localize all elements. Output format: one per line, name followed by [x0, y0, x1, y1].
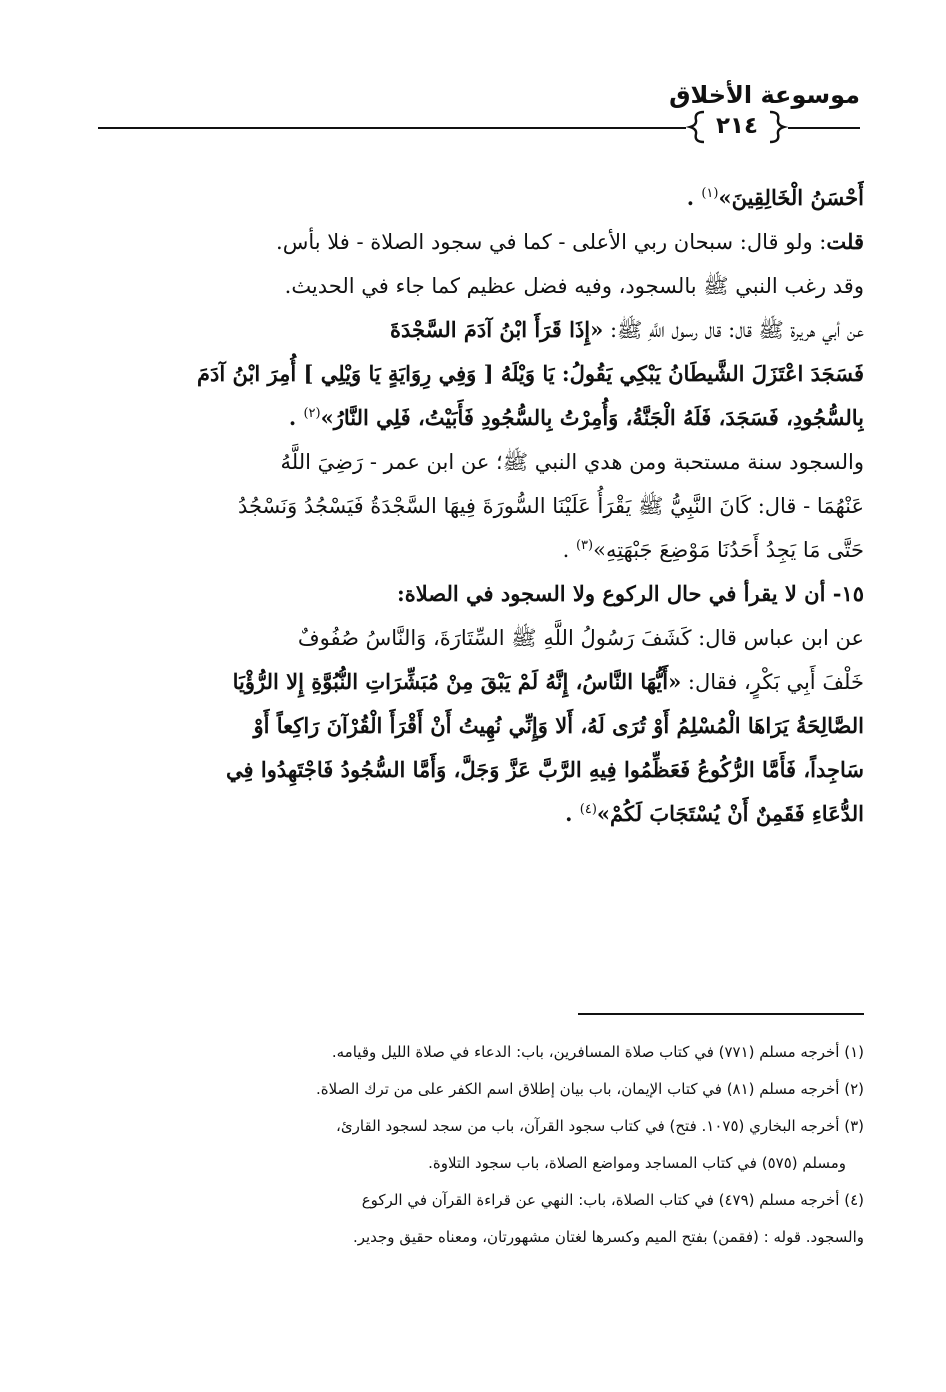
line-tail: . — [686, 185, 695, 210]
hadith-text: فَسَجَدَ اعْتَزَلَ الشَّيطَانُ يَبْكِي يَقُولُ: يَا وَيْلَهُ [ وَفِي رِوَايَةٍ يَا وَيْلِي ] أُمِرَ ابْنُ آدَمَ — [197, 361, 864, 386]
book-title: موسوعة الأخلاق — [669, 81, 860, 109]
footnotes — [98, 1034, 864, 1256]
section-heading — [98, 572, 864, 616]
hadith-text: بِالسُّجُودِ، فَسَجَدَ، فَلَهُ الْجَنَّةُ، وَأُمِرْتُ بِالسُّجُودِ فَأَبَيْتُ، فَلِي النَّارُ» — [320, 405, 864, 430]
text-line — [98, 792, 864, 836]
quote-text: أَحْسَنُ الْخَالِقِينَ» — [718, 185, 864, 210]
header-rule-left — [98, 127, 686, 129]
text-line — [98, 352, 864, 396]
text-line — [98, 220, 864, 264]
hadith-text: «إِذَا قَرَأَ ابْنُ آدَمَ السَّجْدَةَ — [390, 317, 604, 342]
hadith-text: الصَّالِحَةُ يَرَاهَا الْمُسْلِمُ أَوْ تُرَى لَهُ، أَلا وَإِنِّي نُهِيتُ أَنْ أَقْرَأَ الْقُرْآنَ رَاكِعاً أَوْ — [253, 713, 864, 738]
line-text: والسجود سنة مستحبة ومن هدي النبي ﷺ؛ عن ابن عمر - رَضِيَ اللَّهُ — [280, 450, 864, 474]
text-line — [98, 484, 864, 528]
footnote-ref: (٤) — [579, 802, 597, 817]
line-text: : ولو قال: سبحان ربي الأعلى - كما في سجود الصلاة - فلا بأس. — [276, 230, 827, 254]
footnote-continuation: والسجود. قوله : (فقمن) بفتح الميم وكسرها لغتان مشهورتان، ومعناه حقيق وجدير. — [352, 1228, 864, 1246]
text-line — [98, 528, 864, 572]
heading-text: ١٥- أن لا يقرأ في حال الركوع ولا السجود في الصلاة: — [397, 581, 864, 606]
footnote-ref: (٢) — [303, 406, 321, 421]
line-text: حَتَّى مَا يَجِدُ أَحَدُنَا مَوْضِعَ جَبْهَتِهِ» — [593, 538, 864, 562]
footnote: (٣) أخرجه البخاري (١٠٧٥. فتح) في كتاب سجود القرآن، باب من سجد لسجود القارئ، — [336, 1117, 864, 1135]
page-header — [98, 72, 860, 152]
text-line — [98, 748, 864, 792]
lead-word: قلت — [826, 229, 864, 254]
main-text — [98, 176, 864, 836]
footnote-separator — [578, 1013, 864, 1015]
line-lead: خَلْفَ أَبِي بَكْرٍ، فقال: — [681, 670, 864, 694]
line-text: عن ابن عباس قال: كَشَفَ رَسُولُ اللَّهِ ﷺ السِّتَارَةَ، وَالنَّاسُ صُفُوفٌ — [297, 626, 864, 650]
footnote: (١) أخرجه مسلم (٧٧١) في كتاب صلاة المسافرين، باب: الدعاء في صلاة الليل وقيامه. — [331, 1043, 864, 1061]
line-tail: . — [565, 801, 573, 826]
footnote-continuation: ومسلم (٥٧٥) في كتاب المساجد ومواضع الصلاة، باب سجود التلاوة. — [428, 1154, 846, 1172]
text-line — [98, 264, 864, 308]
line-text: عَنْهُمَا - قال: كَانَ النَّبِيُّ ﷺ يَقْرَأُ عَلَيْنَا السُّورَةَ فِيهَا السَّجْدَةُ فَيَسْجُدُ وَنَسْجُدُ — [237, 494, 864, 518]
text-line — [98, 396, 864, 440]
header-rule-right — [788, 127, 860, 129]
footnote: (٢) أخرجه مسلم (٨١) في كتاب الإيمان، باب بيان إطلاق اسم الكفر على من ترك الصلاة. — [315, 1080, 864, 1098]
page-number: ٢١٤ — [715, 113, 759, 139]
hadith-text: سَاجِداً، فَأَمَّا الرُّكُوعُ فَعَظِّمُوا فِيهِ الرَّبَّ عَزَّ وَجَلَّ، وَأَمَّا السُّجُودُ فَاجْتَهِدُوا فِي — [226, 757, 864, 782]
hadith-text: الدُّعَاءِ فَقَمِنٌ أَنْ يُسْتَجَابَ لَكُمْ» — [596, 801, 864, 826]
line-tail: . — [288, 405, 297, 430]
footnote-ref: (٣) — [575, 538, 594, 553]
text-line — [98, 440, 864, 484]
line-text: وقد رغب النبي ﷺ بالسجود، وفيه فضل عظيم كما جاء في الحديث. — [284, 274, 864, 298]
hadith-text: «أَيُّهَا النَّاسُ، إِنَّهُ لَمْ يَبْقَ مِنْ مُبَشِّرَاتِ النُّبُوَّةِ إِلا الرُّؤْيَا — [232, 669, 682, 694]
text-line — [98, 660, 864, 704]
line-tail: . — [562, 538, 570, 562]
footnote-ref: (١) — [701, 186, 719, 201]
footnote: (٤) أخرجه مسلم (٤٧٩) في كتاب الصلاة، باب: النهي عن قراءة القرآن في الركوع — [361, 1191, 864, 1209]
line-lead: عن أبي هريرة ﷺ قال: قال رسول اللَّهِ ﷺ: — [603, 318, 864, 342]
text-line — [98, 704, 864, 748]
text-line — [98, 176, 864, 220]
page-number-frame — [686, 106, 788, 146]
text-line — [98, 616, 864, 660]
text-line — [98, 308, 864, 352]
